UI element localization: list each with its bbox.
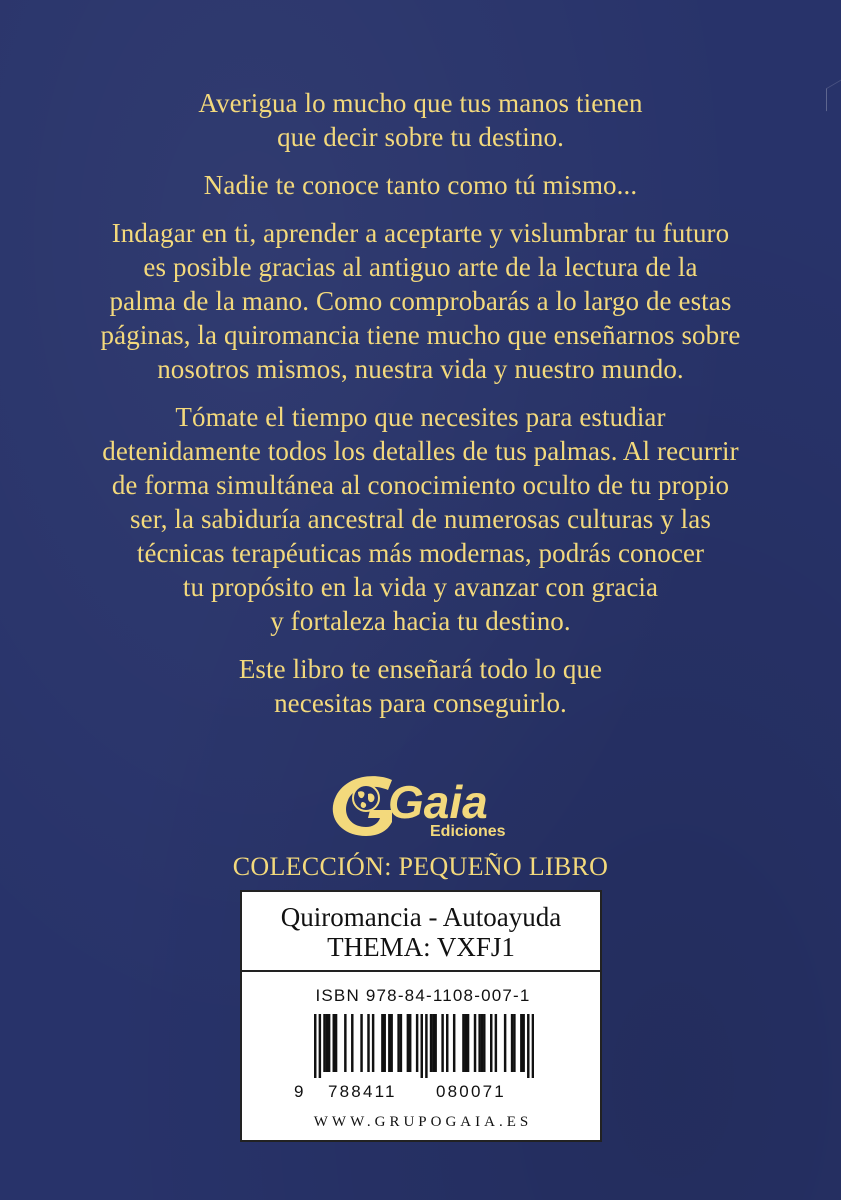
barcode-bar — [319, 1014, 321, 1078]
barcode-bar — [481, 1014, 483, 1072]
logo-word: Gaia — [388, 776, 488, 828]
barcode-bar — [351, 1014, 353, 1072]
ean-first-digit: 9 — [294, 1082, 304, 1101]
barcode-bar — [323, 1014, 325, 1072]
logo-sub: Ediciones — [430, 823, 506, 840]
barcode-bar — [360, 1014, 362, 1072]
barcode-bar — [383, 1014, 385, 1072]
barcode-bar — [397, 1014, 399, 1072]
barcode-bar — [407, 1014, 409, 1072]
barcode-bar — [490, 1014, 492, 1072]
isbn-text: ISBN 978-84-1108-007-1 — [315, 986, 531, 1005]
text-line: Indagar en ti, aprender a aceptarte y vislumbrar tu futuro — [111, 218, 730, 248]
text-line: Averigua lo mucho que tus manos tienen — [198, 88, 643, 118]
text-line: es posible gracias al antiguo arte de la lectura de la — [143, 252, 698, 282]
blurb-paragraph-1 — [60, 86, 781, 154]
barcode-bar — [532, 1014, 534, 1078]
text-line: que decir sobre tu destino. — [277, 122, 564, 152]
text-line: tu propósito en la vida y avanzar con gracia — [182, 572, 659, 602]
barcode-bar — [513, 1014, 515, 1072]
barcode-bar — [425, 1014, 427, 1078]
text-line: palma de la mano. Como comprobarás a lo largo de estas — [109, 286, 732, 316]
barcode-bar — [474, 1014, 476, 1072]
text-line: ser, la sabiduría ancestral de numerosas culturas y las — [130, 504, 711, 534]
gaia-logo — [322, 770, 522, 844]
barcode-bar — [462, 1014, 464, 1072]
collection-title: COLECCIÓN: PEQUEÑO LIBRO — [232, 852, 609, 881]
text-line: de forma simultánea al conocimiento oculto de tu propio — [111, 470, 730, 500]
blurb-paragraph-4 — [60, 400, 781, 638]
barcode-bar — [527, 1014, 529, 1078]
barcode-bar — [367, 1014, 369, 1072]
thema-code: THEMA: VXFJ1 — [327, 932, 515, 962]
barcode-bar — [504, 1014, 506, 1072]
website-url: WWW.GRUPOGAIA.ES — [313, 1114, 533, 1130]
barcode-bar — [326, 1014, 328, 1072]
barcode-bar — [467, 1014, 469, 1072]
ean-left-digits: 788411 — [328, 1082, 397, 1101]
globe-icon — [353, 785, 379, 811]
ean-right-digits: 080071 — [436, 1082, 506, 1101]
text-line: Este libro te enseñará todo lo que — [238, 654, 603, 684]
text-line: páginas, la quiromancia tiene mucho que enseñarnos sobre — [100, 320, 741, 350]
barcode-bar — [478, 1014, 480, 1072]
category-text: Quiromancia - Autoayuda — [280, 902, 562, 932]
barcode-bar — [441, 1014, 443, 1072]
barcode-bar — [430, 1014, 432, 1072]
barcode-bar — [511, 1014, 513, 1072]
barcode-bar — [520, 1014, 522, 1072]
barcode-bar — [522, 1014, 524, 1072]
barcode-bar — [434, 1014, 436, 1072]
barcode-bar — [446, 1014, 448, 1072]
barcode-bar — [381, 1014, 383, 1072]
barcode-bar — [333, 1014, 335, 1072]
barcode-panel — [240, 972, 602, 1142]
barcode-bar — [390, 1014, 392, 1072]
blurb-paragraph-5 — [60, 652, 781, 720]
barcode-bar — [335, 1014, 337, 1072]
barcode-bars — [314, 1014, 534, 1078]
barcode-bar — [409, 1014, 411, 1072]
barcode-bar — [483, 1014, 485, 1072]
corner-fold-mark — [826, 80, 841, 112]
blurb-paragraph-3 — [60, 216, 781, 386]
barcode-bar — [465, 1014, 467, 1072]
blurb-paragraph-2 — [60, 168, 781, 202]
gaia-logo-svg — [322, 770, 522, 844]
text-line: nosotros mismos, nuestra vida y nuestro mundo. — [157, 354, 684, 384]
blurb-text — [60, 86, 781, 734]
text-line: necesitas para conseguirlo. — [274, 688, 567, 718]
barcode-bar — [328, 1014, 330, 1072]
text-line: técnicas terapéuticas más modernas, podrás conocer — [136, 538, 705, 568]
barcode-bar — [432, 1014, 434, 1072]
barcode-bar — [314, 1014, 316, 1078]
barcode-bar — [372, 1014, 374, 1072]
barcode-bar — [388, 1014, 390, 1072]
barcode-bar — [495, 1014, 497, 1072]
text-line: Tómate el tiempo que necesites para estudiar — [175, 402, 666, 432]
barcode-bar — [416, 1014, 418, 1072]
barcode-bar — [344, 1014, 346, 1072]
barcode-bar — [400, 1014, 402, 1072]
barcode-bar — [421, 1014, 423, 1078]
text-line: Nadie te conoce tanto como tú mismo... — [203, 170, 638, 200]
barcode-bar — [453, 1014, 455, 1072]
text-line: y fortaleza hacia tu destino. — [270, 606, 571, 636]
category-label — [240, 890, 602, 972]
text-line: detenidamente todos los detalles de tus palmas. Al recurrir — [102, 436, 739, 466]
